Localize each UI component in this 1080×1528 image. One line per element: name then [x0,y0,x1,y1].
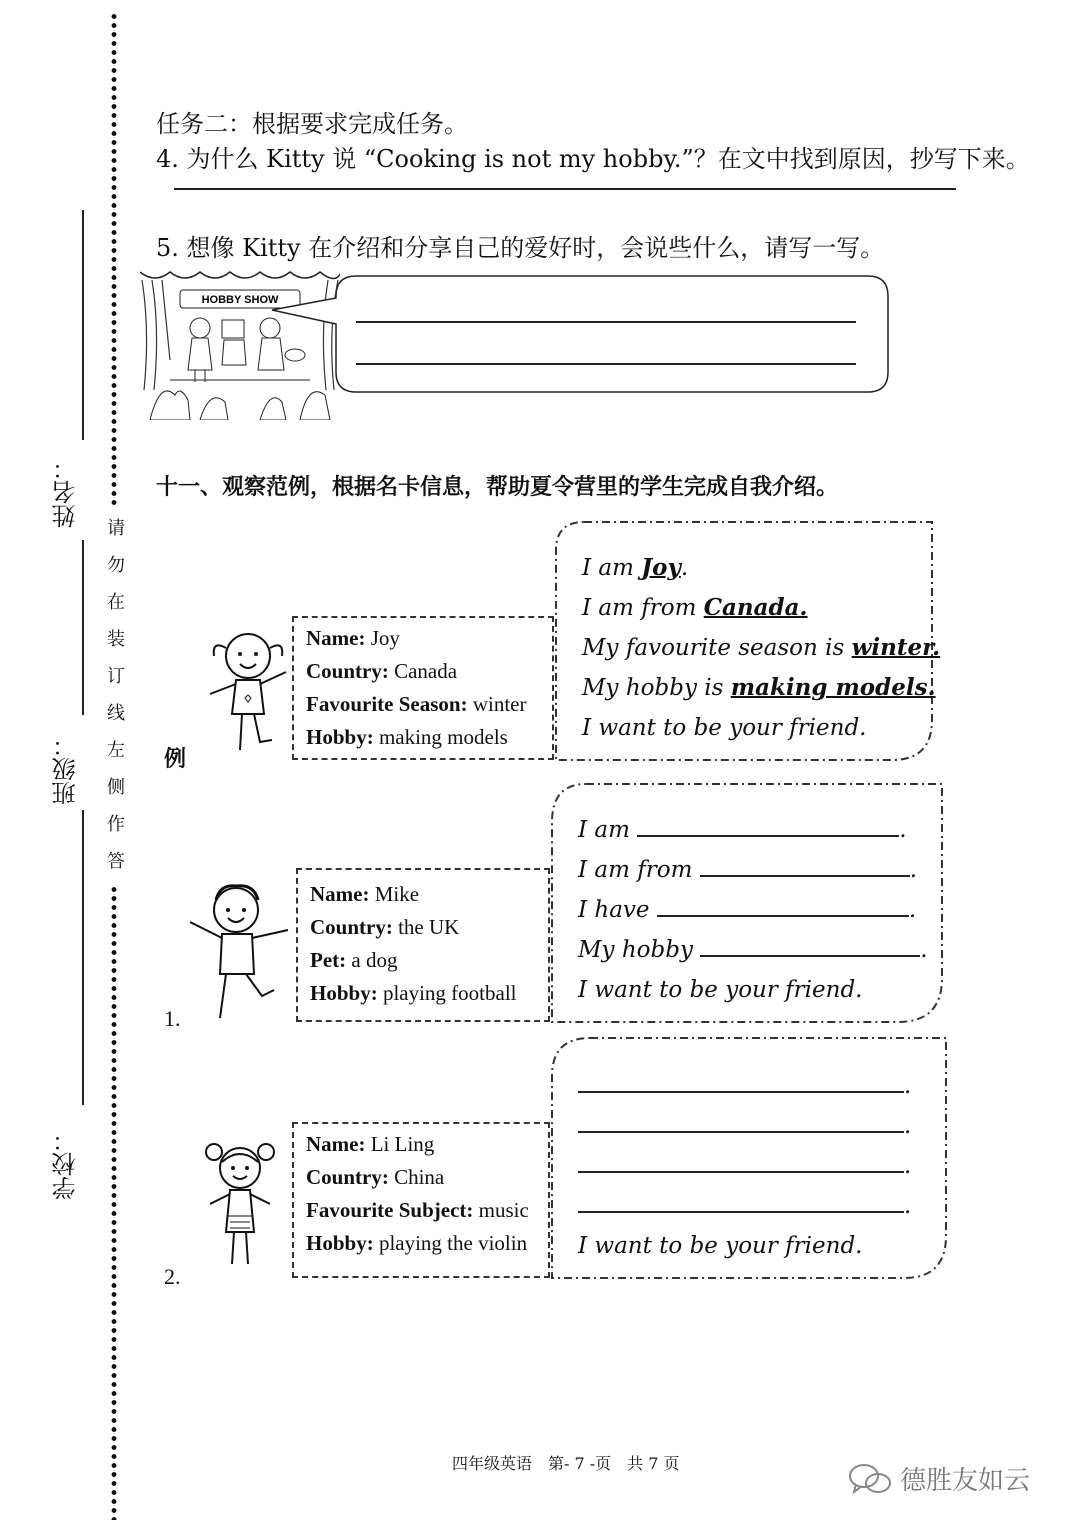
item-1-intro: I am . I am from . I have . My hobby . I want to be your friend. [578,817,928,1003]
binding-warning: 请 勿 在 装 订 线 左 侧 作 答 [107,518,125,872]
binding-dotted-line-bottom [110,885,118,1520]
item-2-blank-4[interactable] [578,1191,904,1213]
item-2-blank-2[interactable] [578,1111,904,1133]
item-2-intro: . . . . I want to be your friend. [578,1073,912,1259]
example-label: 例 [164,747,187,772]
item-1-blank-4[interactable] [700,935,920,957]
name-label: 姓名： [52,456,80,528]
boy-mike-drawing [180,878,300,1026]
school-label: 学校： [52,1128,80,1200]
class-label: 班级： [52,733,80,805]
question-5: 5. 想像 Kitty 在介绍和分享自己的爱好时，会说些什么，请写一写。 [156,234,885,262]
example-name-card: Name: Joy Country: Canada Favourite Season: winter Hobby: making models [292,616,554,760]
hobby-show-sign: HOBBY SHOW [201,294,279,306]
q4-answer-line[interactable] [174,188,956,190]
class-line[interactable] [82,540,84,715]
page-footer: 四年级英语 第- 7 -页 共 7 页 [452,1454,680,1473]
item-1-name-card: Name: Mike Country: the UK Pet: a dog Hobby: playing football [296,868,550,1022]
item-2-blank-3[interactable] [578,1151,904,1173]
speech-bubble [262,268,894,396]
q5-answer-line-2[interactable] [356,363,856,365]
name-line[interactable] [82,210,84,440]
watermark [848,1460,1030,1497]
item-2-blank-1[interactable] [578,1071,904,1093]
item-2-number: 2. [164,1264,181,1289]
watermark-text: 德胜友如云 [900,1466,1031,1496]
item-1-number: 1. [164,1006,181,1031]
girl-li-ling-drawing [196,1134,286,1274]
question-4: 4. 为什么 Kitty 说 “Cooking is not my hobby.”？在文中找到原因，抄写下来。 [156,145,1030,173]
item-2-name-card: Name: Li Ling Country: China Favourite Subject: music Hobby: playing the violin [292,1122,550,1278]
chat-bubble-icon [848,1462,892,1496]
example-intro: I am Joy. I am from Canada. My favourite season is winter. My hobby is making models. I want to be your friend. [582,554,941,741]
section-11-title: 十一、观察范例，根据名卡信息，帮助夏令营里的学生完成自我介绍。 [156,475,839,500]
item-1-blank-3[interactable] [657,895,909,917]
item-1-blank-2[interactable] [700,855,910,877]
task2-title: 任务二：根据要求完成任务。 [156,110,468,138]
item-1-blank-1[interactable] [637,815,899,837]
girl-joy-drawing [202,622,294,762]
school-line[interactable] [82,810,84,1105]
binding-dotted-line-top [110,12,118,507]
q5-answer-line-1[interactable] [356,321,856,323]
